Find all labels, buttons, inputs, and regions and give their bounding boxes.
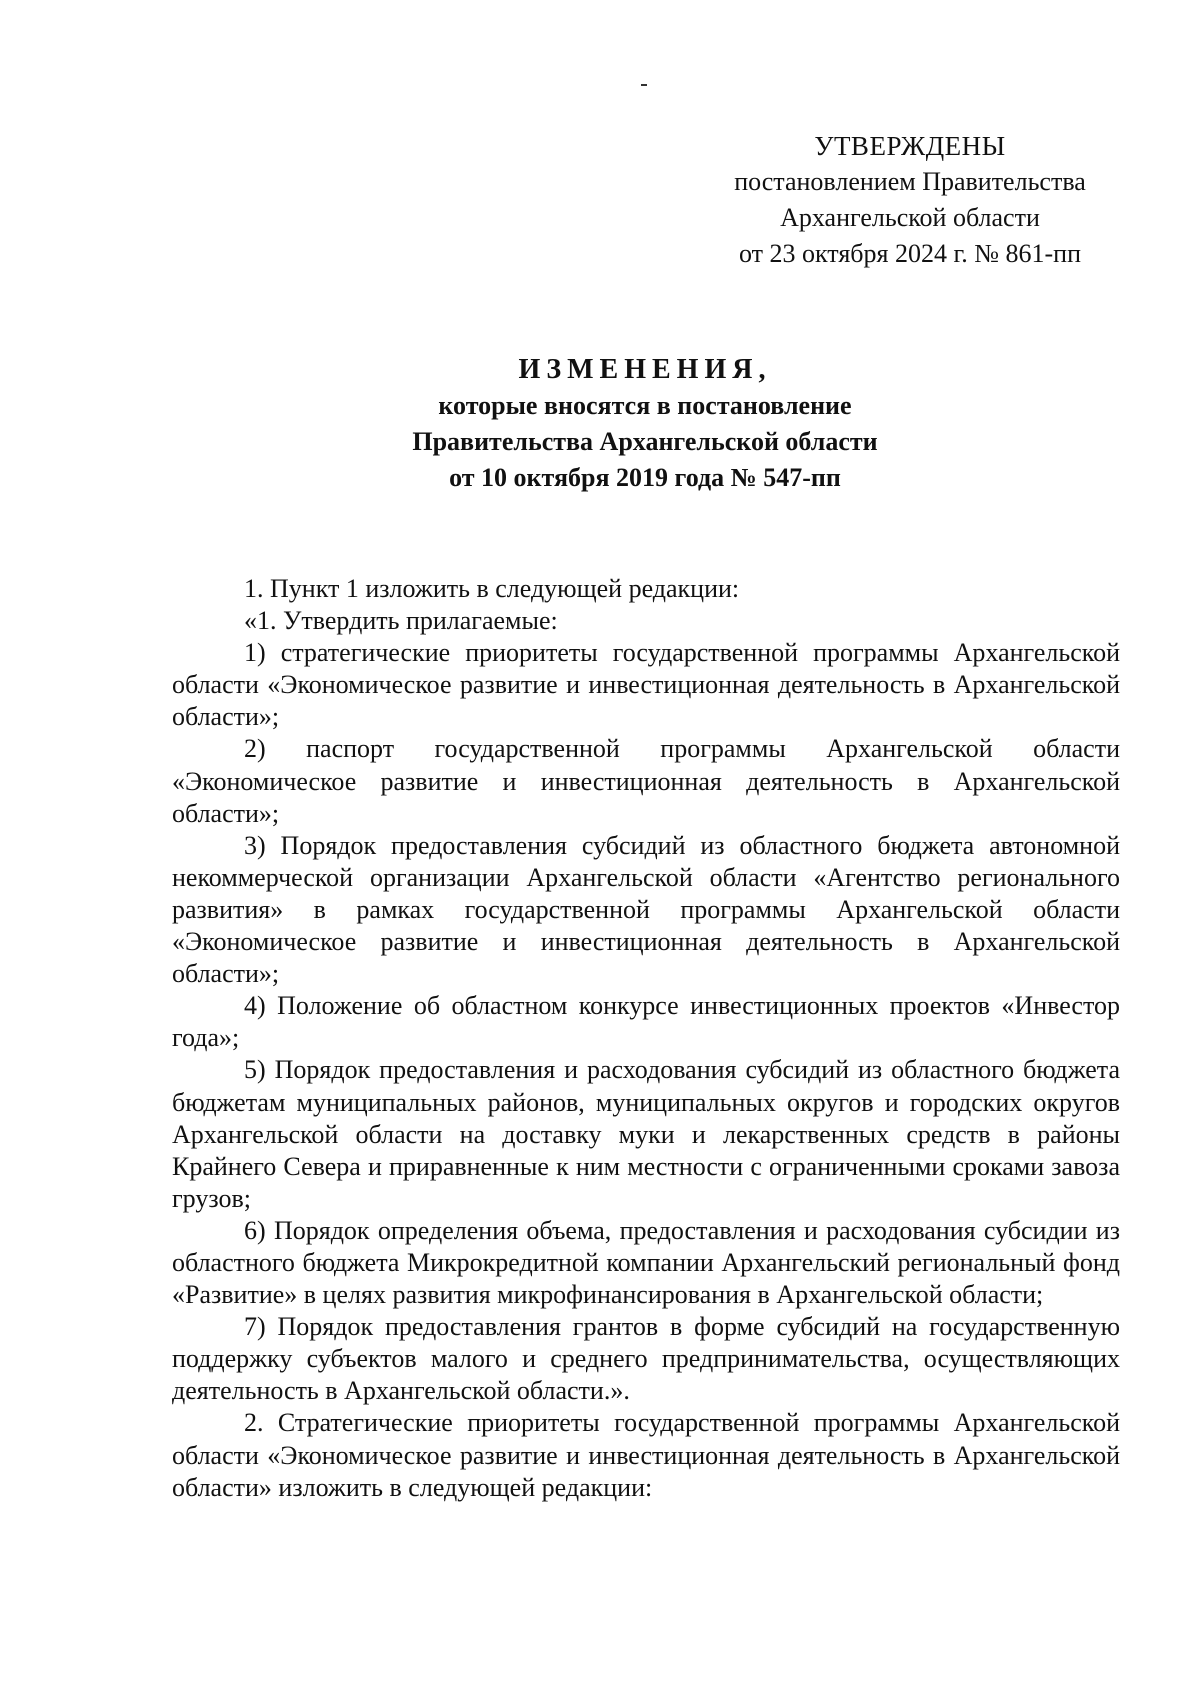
paragraph: 1) стратегические приоритеты государственной программы Архангельской области «Экономическое развитие и инвестиционная деятельность в Архангельской области»;	[172, 638, 1120, 732]
heading-title: ИЗМЕНЕНИЯ,	[518, 354, 772, 385]
scan-mark	[641, 84, 647, 86]
approval-line-3: от 23 октября 2024 г. № 861-пп	[739, 239, 1081, 268]
approval-title: УТВЕРЖДЕНЫ	[814, 131, 1006, 161]
paragraph: 4) Положение об областном конкурсе инвестиционных проектов «Инвестор года»;	[172, 991, 1120, 1053]
document-heading	[0, 352, 1200, 496]
paragraph: 5) Порядок предоставления и расходования субсидий из областного бюджета бюджетам муниципальных районов, муниципальных округов и городских округов Архангельской области на доставку муки и лекарственных средств в районы Крайнего Севера и приравненные к ним местности с ограниченными сроками завоза грузов;	[172, 1055, 1120, 1213]
heading-line-2: Правительства Архангельской области	[412, 427, 878, 456]
paragraph: 6) Порядок определения объема, предоставления и расходования субсидии из областного бюджета Микрокредитной компании Архангельский региональный фонд «Развитие» в целях развития микрофинансирования в Архангельской области;	[172, 1215, 1120, 1310]
approval-line-2: Архангельской области	[780, 203, 1040, 232]
paragraph: 1. Пункт 1 изложить в следующей редакции:	[244, 574, 740, 603]
paragraph: 2. Стратегические приоритеты государственной программы Архангельской области «Экономическое развитие и инвестиционная деятельность в Архангельской области» изложить в следующей редакции:	[172, 1408, 1120, 1502]
paragraph: 3) Порядок предоставления субсидий из областного бюджета автономной некоммерческой организации Архангельской области «Агентство регионального развития» в рамках государственной программы Архангельской области «Экономическое развитие и инвестиционная деятельность в Архангельской области»;	[172, 830, 1120, 989]
paragraph: «1. Утвердить прилагаемые:	[244, 606, 558, 636]
document-body	[172, 573, 1120, 1504]
paragraph: 2) паспорт государственной программы Архангельской области «Экономическое развитие и инвестиционная деятельность в Архангельской области»;	[172, 734, 1120, 828]
heading-line-1: которые вносятся в постановление	[438, 391, 852, 420]
approval-block	[700, 128, 1120, 272]
paragraph: 7) Порядок предоставления грантов в форме субсидий на государственную поддержку субъектов малого и среднего предпринимательства, осуществляющих деятельность в Архангельской области.».	[172, 1312, 1120, 1406]
approval-line-1: постановлением Правительства	[734, 167, 1086, 196]
heading-line-3: от 10 октября 2019 года № 547-пп	[449, 463, 841, 492]
